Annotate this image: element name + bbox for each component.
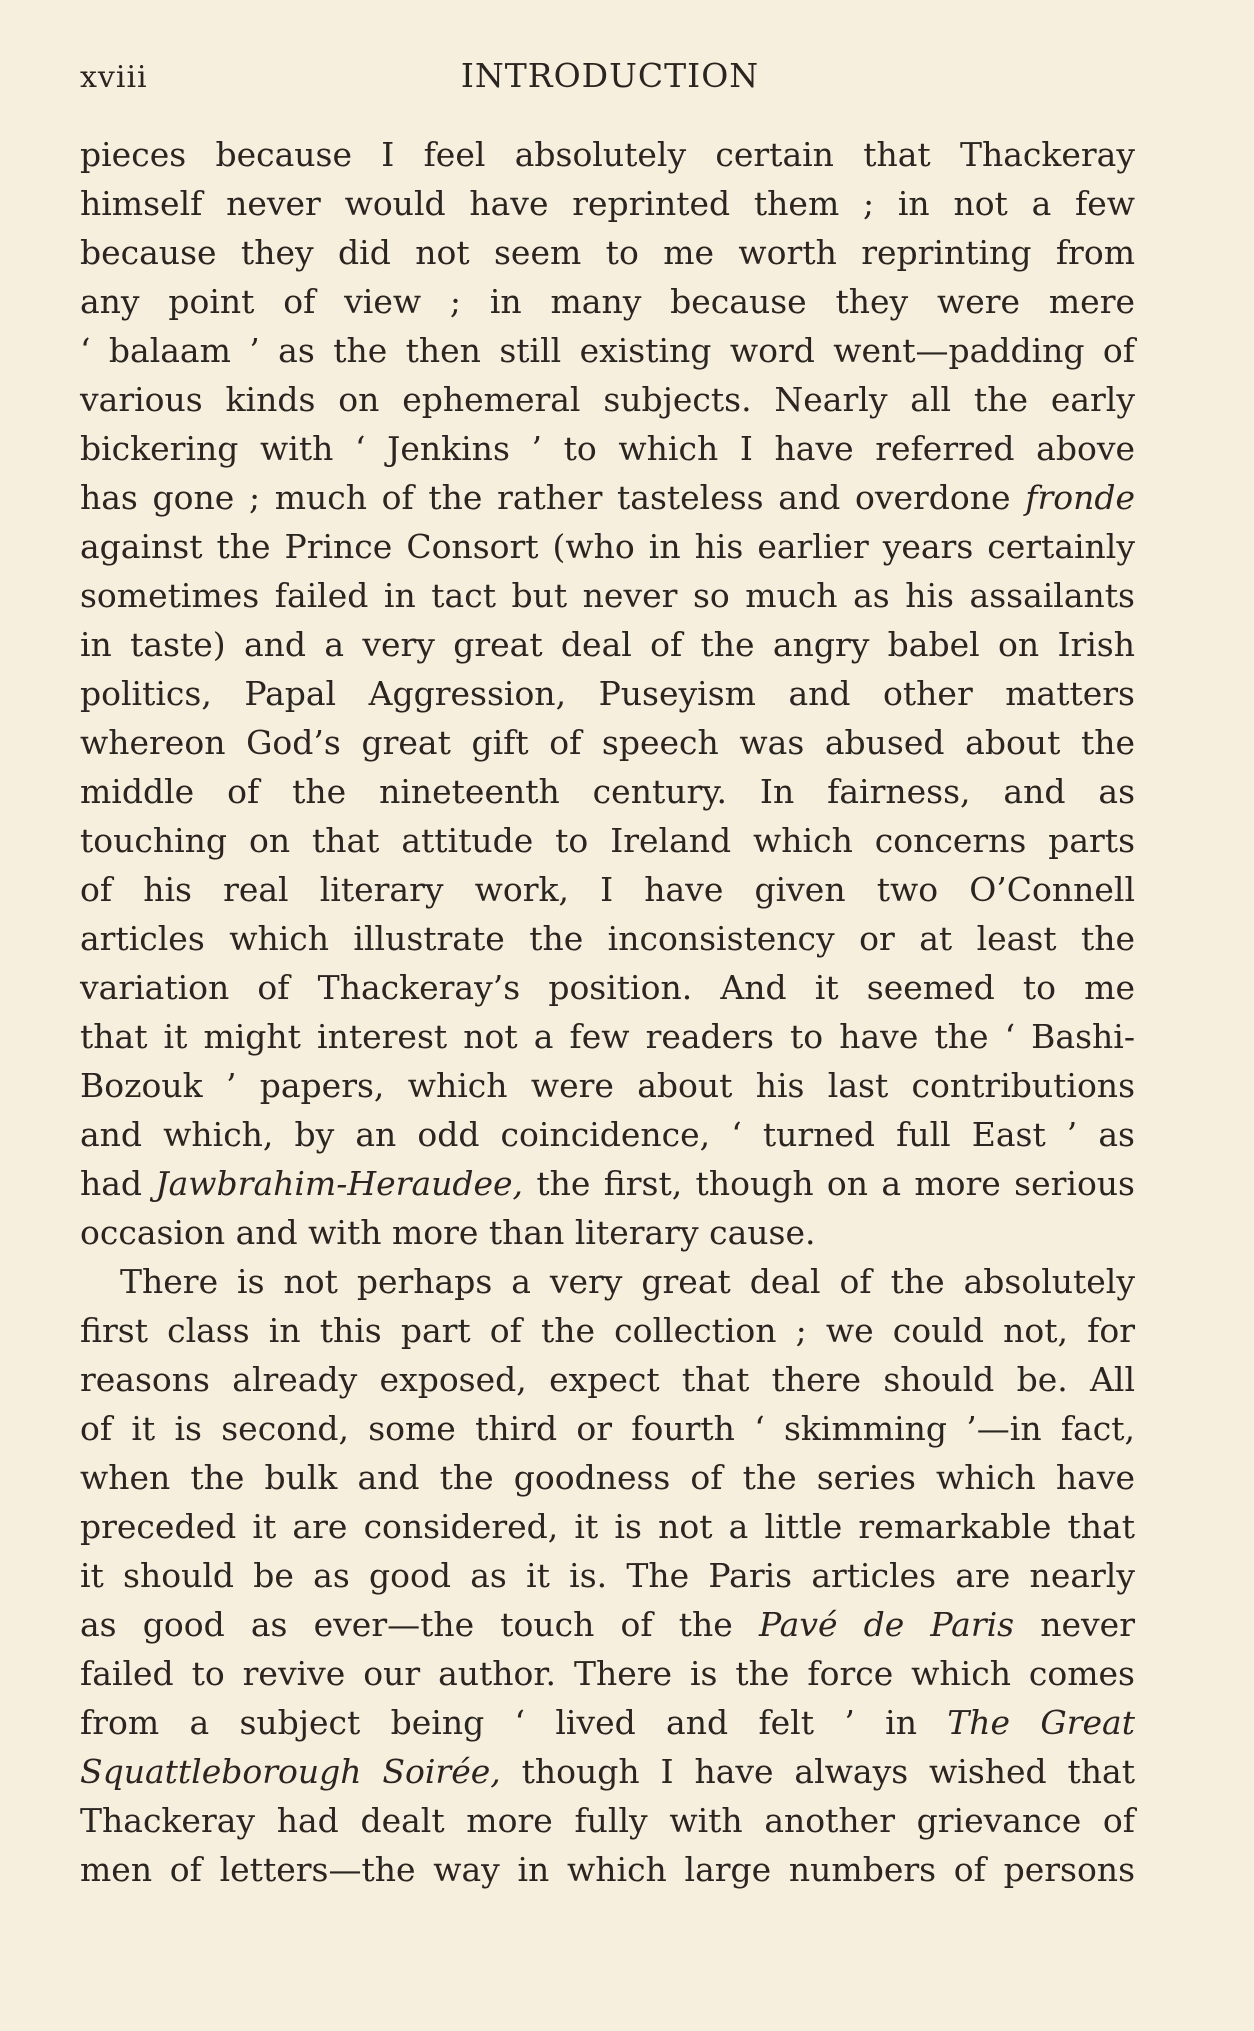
text-span: had <box>80 1164 156 1203</box>
body-text <box>80 130 1135 1894</box>
text-line: various kinds on ephemeral subjects. Nearly all the early <box>80 380 1135 419</box>
text-line: bickering with ‘ Jenkins ’ to which I have referred above <box>80 429 1135 468</box>
text-line: when the bulk and the goodness of the series which have <box>80 1458 1135 1497</box>
text-line: articles which illustrate the inconsistency or at least the <box>80 919 1135 958</box>
text-line: first class in this part of the collection ; we could not, for <box>80 1311 1135 1350</box>
running-head <box>80 52 1140 102</box>
text-line: touching on that attitude to Ireland which concerns parts <box>80 821 1135 860</box>
text-span: from a subject being ‘ lived and felt ’ in <box>80 1703 948 1742</box>
text-line: any point of view ; in many because they were mere <box>80 282 1135 321</box>
paragraph-2 <box>80 1257 1135 1894</box>
text-line: that it might interest not a few readers to have the ‘ Bashi- <box>80 1017 1135 1056</box>
text-line: pieces because I feel absolutely certain that Thackeray <box>80 135 1135 174</box>
italic-text: fronde <box>1025 478 1135 517</box>
text-line: and which, by an odd coincidence, ‘ turned full East ’ as <box>80 1115 1135 1154</box>
text-line: whereon God’s great gift of speech was abused about the <box>80 723 1135 762</box>
text-line: of his real literary work, I have given two O’Connell <box>80 870 1135 909</box>
text-span: the first, though on a more serious <box>523 1164 1135 1203</box>
text-line: men of letters—the way in which large numbers of persons <box>80 1850 1135 1889</box>
text-line: ‘ balaam ’ as the then still existing word went—padding of <box>80 331 1135 370</box>
text-line: preceded it are considered, it is not a little remarkable that <box>80 1507 1135 1546</box>
text-line: occasion and with more than literary cause. <box>80 1213 816 1252</box>
page-number: xviii <box>80 60 148 95</box>
text-line: politics, Papal Aggression, Puseyism and other matters <box>80 674 1135 713</box>
text-span: never <box>1014 1605 1135 1644</box>
text-line: it should be as good as it is. The Paris articles are nearly <box>80 1556 1135 1595</box>
italic-text: Pavé de Paris <box>758 1605 1015 1644</box>
text-line <box>80 1698 1135 1747</box>
paragraph-1 <box>80 130 1135 1257</box>
text-line: against the Prince Consort (who in his earlier years certainly <box>80 527 1135 566</box>
text-line: variation of Thackeray’s position. And it seemed to me <box>80 968 1135 1007</box>
italic-text: Jawbrahim-Heraudee, <box>155 1164 524 1203</box>
text-line <box>80 473 1135 522</box>
text-line: himself never would have reprinted them ; in not a few <box>80 184 1135 223</box>
text-line: Thackeray had dealt more fully with another grievance of <box>80 1801 1135 1840</box>
text-line: Bozouk ’ papers, which were about his last contributions <box>80 1066 1135 1105</box>
text-line: because they did not seem to me worth reprinting from <box>80 233 1135 272</box>
italic-text: Squattleborough Soirée, <box>80 1752 501 1791</box>
text-line: failed to revive our author. There is the force which comes <box>80 1654 1135 1693</box>
text-span: as good as ever—the touch of the <box>80 1605 759 1644</box>
text-line: reasons already exposed, expect that there should be. All <box>80 1360 1135 1399</box>
text-span: though I have always wished that <box>500 1752 1135 1791</box>
text-line: of it is second, some third or fourth ‘ skimming ’—in fact, <box>80 1409 1135 1448</box>
text-line <box>80 1600 1135 1649</box>
text-line <box>80 1747 1135 1796</box>
text-line: middle of the nineteenth century. In fairness, and as <box>80 772 1135 811</box>
text-line: in taste) and a very great deal of the angry babel on Irish <box>80 625 1135 664</box>
text-line: sometimes failed in tact but never so much as his assailants <box>80 576 1135 615</box>
text-span: has gone ; much of the rather tasteless and overdone <box>80 478 1026 517</box>
text-line <box>80 1159 1135 1208</box>
italic-text: The Great <box>947 1703 1135 1742</box>
text-line: There is not perhaps a very great deal of the absolutely <box>120 1262 1135 1301</box>
chapter-title: INTRODUCTION <box>460 56 760 95</box>
